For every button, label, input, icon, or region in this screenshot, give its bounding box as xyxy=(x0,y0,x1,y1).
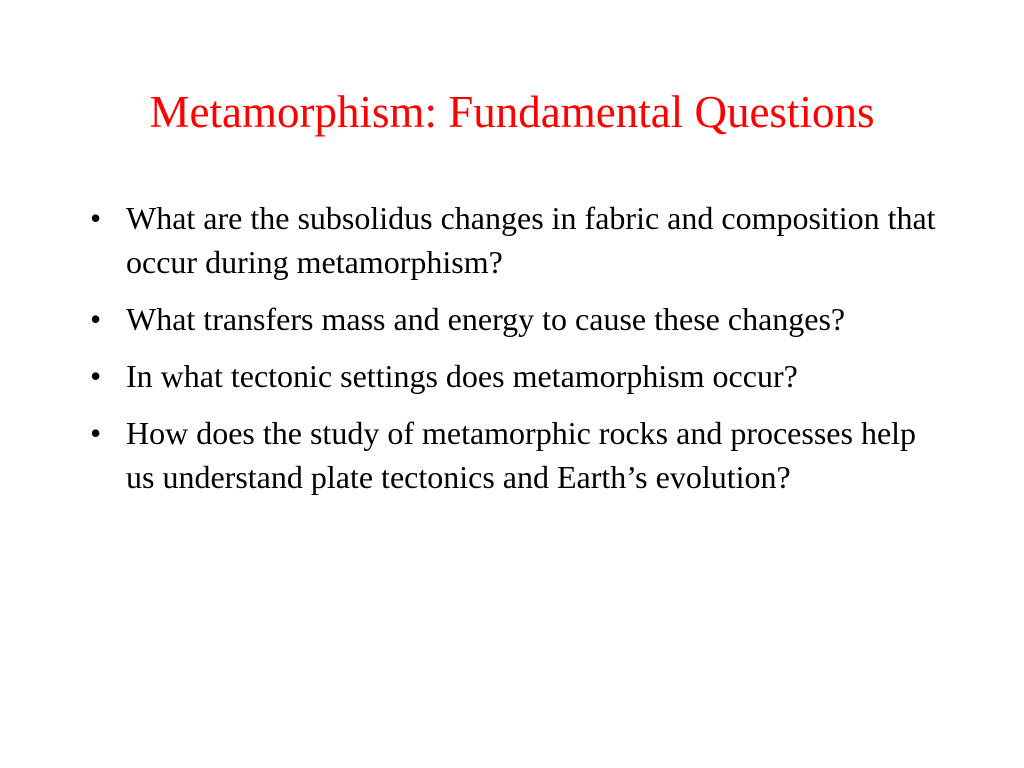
bullet-text: What transfers mass and energy to cause these changes? xyxy=(126,301,846,337)
bullet-item xyxy=(82,196,942,284)
bullet-marker: • xyxy=(90,415,102,451)
bullet-marker: • xyxy=(90,358,102,394)
bullet-item xyxy=(82,297,942,341)
bullet-item xyxy=(82,411,942,499)
bullet-text: How does the study of metamorphic rocks and processes help us understand plate tectonics and Earth’s evolution? xyxy=(126,415,917,495)
bullet-item xyxy=(82,354,942,398)
bullet-marker: • xyxy=(90,301,102,337)
bullet-text: In what tectonic settings does metamorphism occur? xyxy=(126,358,798,394)
bullet-text: What are the subsolidus changes in fabric and composition that occur during metamorphism? xyxy=(126,200,936,280)
bullet-list xyxy=(82,196,942,512)
slide-title: Metamorphism: Fundamental Questions xyxy=(149,87,875,137)
bullet-marker: • xyxy=(90,200,102,236)
